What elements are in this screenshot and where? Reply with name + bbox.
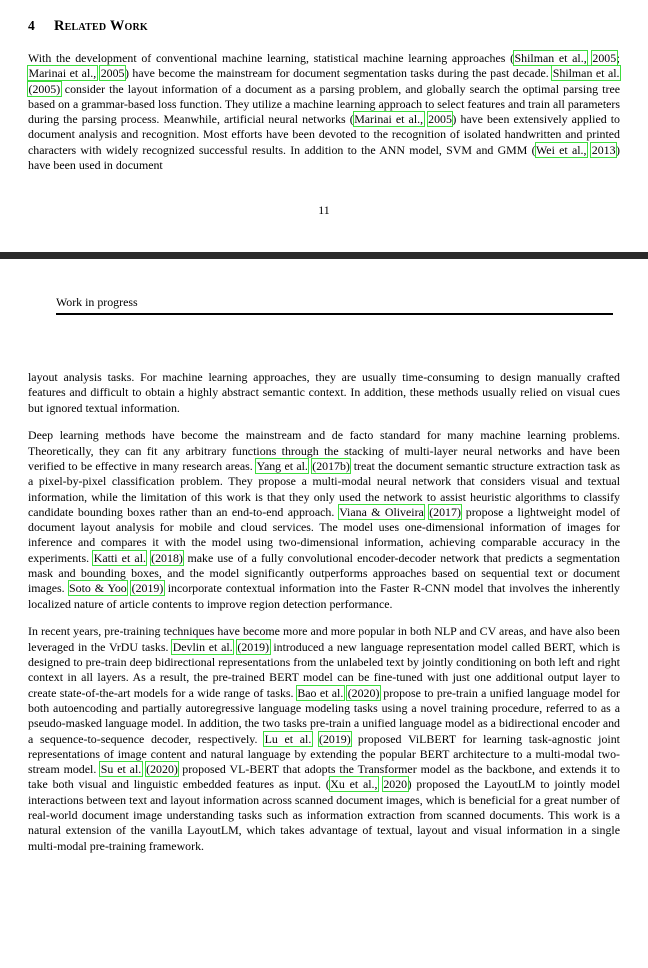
page-bottom-body [28,370,620,854]
citation-highlight: (2018) [151,550,183,565]
citation-highlight: (2020) [347,685,380,700]
paragraph-layout-analysis: layout analysis tasks. For machine learning approaches, they are usually time-consuming to design manually crafted features and difficult to obtain a highly abstract semantic context. In addition, these methods usually relied on visual cues but ignored textual information. [28,369,620,415]
citation-highlight: Shilman et al., [514,51,587,65]
running-header-label: Work in progress [56,295,138,310]
citation-highlight: Viana & Oliveira [339,504,424,519]
section-number: 4 [28,18,35,33]
citation-highlight: 2005 [428,112,452,127]
paragraph-pretraining: In recent years, pre-training techniques have become more and more popular in both NLP and CV areas, and have also been leveraged in the VrDU tasks. Devlin et al. (2019) introduced a new language representation model called BERT, which is designed to pre-train deep bidirectional representations from the unlabeled text by jointly conditioning on both left and right context in all layers. As a result, the pre-trained BERT model can be fine-tuned with just one additional output layer to create state-of-the-art models for a wide range of tasks. Bao et al. (2020) propose to pre-train a unified language model for both autoencoding and partially autoregressive language modeling tasks using a novel training procedure, referred to as a pseudo-masked language model. In addition, the two tasks pre-train a unified language model as a bidirectional encoder and a sequence-to-sequence decoder, respectively. Lu et al. (2019) proposed ViLBERT for learning task-agnostic joint representations of image content and natural language by extending the popular BERT architecture to a multi-modal two-stream model. Su et al. (2020) proposed VL-BERT that adopts the Transformer model as the backbone, and extends it to take both visual and linguistic embedded features as input. (Xu et al., 2020) proposed the LayoutLM to jointly model interactions between text and layout information across scanned document images, which is beneficial for a great number of real-world document image understanding tasks such as information extraction from scanned documents. This work is a natural extension of the vanilla LayoutLM, which takes advantage of textual, layout and visual information in a single multi-modal pre-training framework. [28,624,621,853]
citation-highlight: (2019) [237,639,270,654]
citation-highlight: (2019) [319,731,351,746]
citation-highlight: 2020 [383,777,408,792]
citation-highlight: Marinai et al., [354,112,424,127]
citation-highlight: Lu et al. [264,731,312,746]
citation-highlight: Katti et al. [93,550,146,565]
document-page-bottom [0,295,648,854]
page-number: 11 [318,203,330,218]
citation-highlight: 2013 [591,142,616,157]
citation-highlight: Shilman et al. [552,66,620,81]
citation-highlight: (2017) [429,504,461,519]
running-header-rule [56,313,613,315]
paragraph-deep-learning: Deep learning methods have become the mainstream and de facto standard for many machine learning problems. Theoretically, they can fit any arbitrary functions through the stacking of multi-layer neural networks and have been verified to be effective in many research areas. Yang et al. (2017b) treat the document semantic structure extraction task as a pixel-by-pixel classification problem. They propose a multi-modal neural network that considers visual and textual information, while the limitation of this work is that they only used the network to assist heuristic algorithms to classify candidate bounding boxes rather than an end-to-end approach. Viana & Oliveira (2017) propose a lightweight model of document layout analysis for mobile and cloud services. The model uses one-dimensional information of images for inference and compares it with the model using two-dimensional information, achieving comparable accuracy in the experiments. Katti et al. (2018) make use of a fully convolutional encoder-decoder network that predicts a segmentation mask and bounding boxes, and the model significantly outperforms approaches based on sequential text or document images. Soto & Yoo (2019) incorporate contextual information into the Faster R-CNN model that involves the inherently localized nature of article contents to improve region detection performance. [28,428,620,611]
citation-highlight: (2019) [131,581,164,596]
running-header [56,295,592,315]
section-title: Related Work [54,18,148,34]
section-heading [28,0,620,35]
page-break-separator [0,252,648,259]
document-page-top [0,0,648,218]
citation-highlight: Bao et al. [297,685,344,700]
citation-highlight: 2005 [592,51,617,65]
citation-highlight: (2017b) [312,458,350,473]
citation-highlight: Su et al. [100,762,142,777]
citation-highlight: Marinai et al., [28,66,97,81]
paragraph-related-work-intro: With the development of conventional machine learning, statistical machine learning approaches (Shilman et al., 2005; Marinai et al., 2005) have become the mainstream for document segmentation tasks during the past decade. Shilman et al. (2005) consider the layout information of a document as a parsing problem, and globally search the optimal parsing tree based on a grammar-based loss function. They utilize a machine learning approach to select features and train all parameters during the parsing process. Meanwhile, artificial neural networks (Marinai et al., 2005) have been extensively applied to document analysis and recognition. Most efforts have been devoted to the recognition of isolated handwritten and printed characters with widely recognized successful results. In addition to the ANN model, SVM and GMM (Wei et al., 2013) have been used in document [28,51,620,173]
citation-highlight: (2005) [28,81,61,96]
citation-highlight: Wei et al., [536,142,587,157]
citation-highlight: Yang et al. [256,458,308,473]
citation-highlight: Devlin et al. [172,639,233,654]
citation-highlight: Soto & Yoo [69,581,127,596]
citation-highlight: Xu et al., [330,777,378,792]
citation-highlight: 2005 [100,66,125,81]
citation-highlight: (2020) [146,762,178,777]
